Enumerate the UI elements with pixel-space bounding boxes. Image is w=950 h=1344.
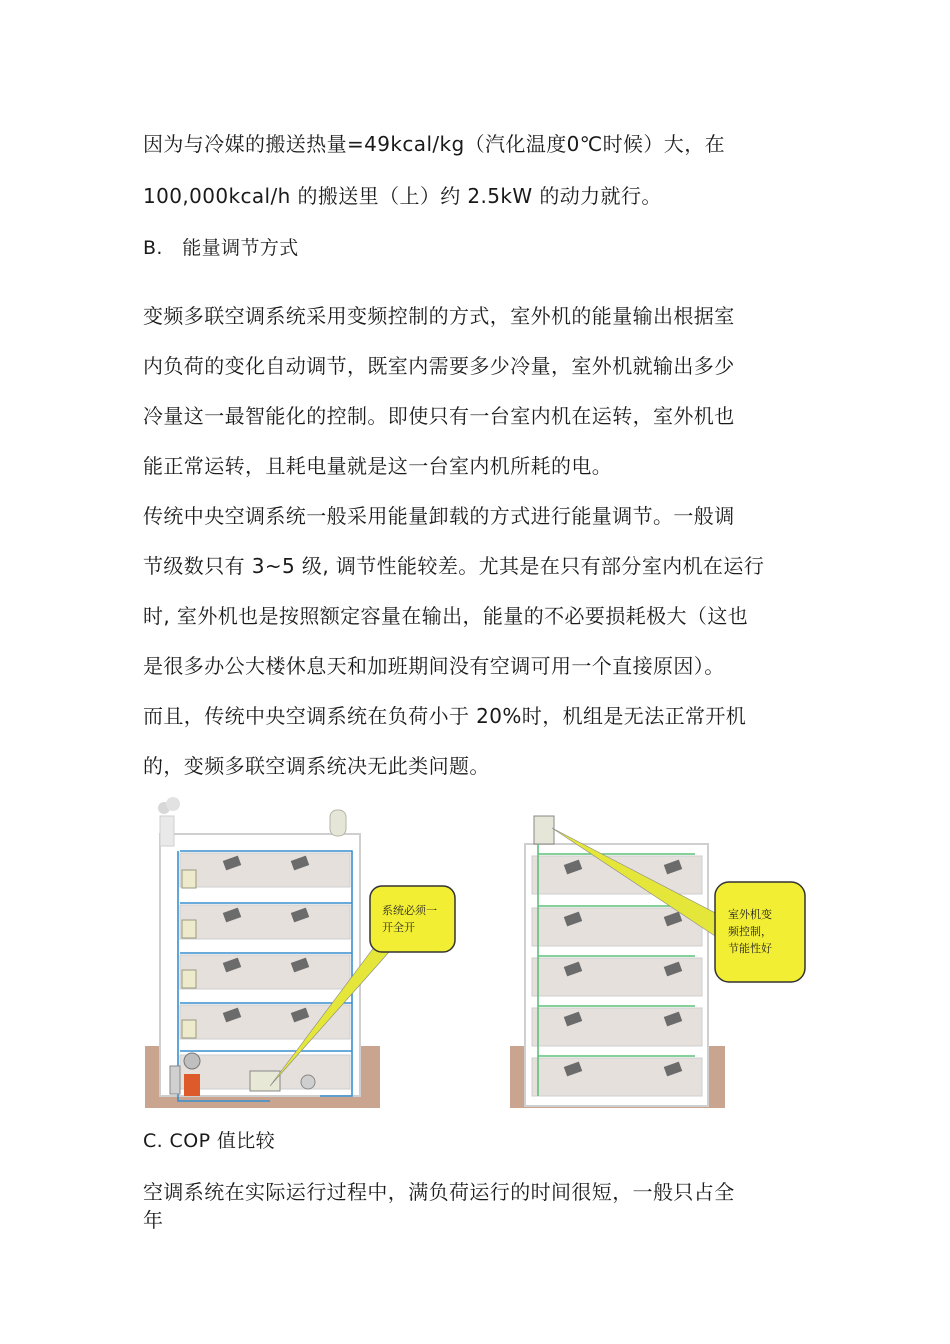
paragraph-1-line-1: 因为与冷媒的搬送热量=49kcal/kg（汽化温度0℃时候）大，在 <box>143 132 725 156</box>
building-comparison-diagram <box>140 796 810 1116</box>
chiller-unit <box>250 1071 280 1091</box>
section-heading-b: B. 能量调节方式 <box>143 237 299 259</box>
paragraph-3-line-2: 节级数只有 3~5 级, 调节性能较差。尤其是在只有部分室内机在运行 <box>143 554 765 578</box>
boiler-fire <box>184 1074 200 1096</box>
outdoor-unit <box>534 816 554 844</box>
pump <box>301 1075 315 1089</box>
paragraph-4-line-2: 年 <box>143 1208 164 1232</box>
paragraph-4-line-1: 空调系统在实际运行过程中，满负荷运行的时间很短，一般只占全 <box>143 1180 735 1204</box>
paragraph-2-line-3: 冷量这一最智能化的控制。即使只有一台室内机在运转，室外机也 <box>143 404 735 428</box>
callout-right-line-3: 节能性好 <box>728 942 772 955</box>
paragraph-3-line-3: 时, 室外机也是按照额定容量在输出，能量的不必要损耗极大（这也 <box>143 604 749 628</box>
paragraph-2-line-2: 内负荷的变化自动调节，既室内需要多少冷量，室外机就输出多少 <box>143 354 735 378</box>
chimney <box>160 816 174 846</box>
cooling-tower <box>330 810 346 836</box>
floor-2 <box>180 905 350 939</box>
paragraph-1-line-2: 100,000kcal/h 的搬送里（上）约 2.5kW 的动力就行。 <box>143 184 662 208</box>
paragraph-3-line-5: 而且，传统中央空调系统在负荷小于 20%时，机组是无法正常开机 <box>143 704 747 728</box>
boiler-tank <box>170 1066 180 1094</box>
callout-left-line-1: 系统必须一 <box>382 904 437 917</box>
paragraph-3-line-4: 是很多办公大楼休息天和加班期间没有空调可用一个直接原因）。 <box>143 654 725 678</box>
boiler-pump <box>184 1053 200 1069</box>
callout-right-line-1: 室外机变 <box>728 908 772 921</box>
floor-3 <box>180 955 350 989</box>
traditional-building <box>145 797 455 1108</box>
vrf-building <box>510 816 805 1108</box>
paragraph-2-line-1: 变频多联空调系统采用变频控制的方式，室外机的能量输出根据室 <box>143 304 735 328</box>
paragraph-3-line-6: 的，变频多联空调系统决无此类问题。 <box>143 754 490 778</box>
floor-1 <box>180 853 350 887</box>
system-comparison-figure <box>140 796 810 1116</box>
paragraph-2-line-4: 能正常运转，且耗电量就是这一台室内机所耗的电。 <box>143 454 613 478</box>
section-heading-c: C. COP 值比较 <box>143 1130 276 1152</box>
paragraph-3-line-1: 传统中央空调系统一般采用能量卸载的方式进行能量调节。一般调 <box>143 504 735 528</box>
callout-left-line-2: 开全开 <box>382 921 415 934</box>
callout-right-line-2: 频控制， <box>728 925 772 938</box>
callout-box-left <box>370 886 455 952</box>
smoke <box>166 797 180 811</box>
